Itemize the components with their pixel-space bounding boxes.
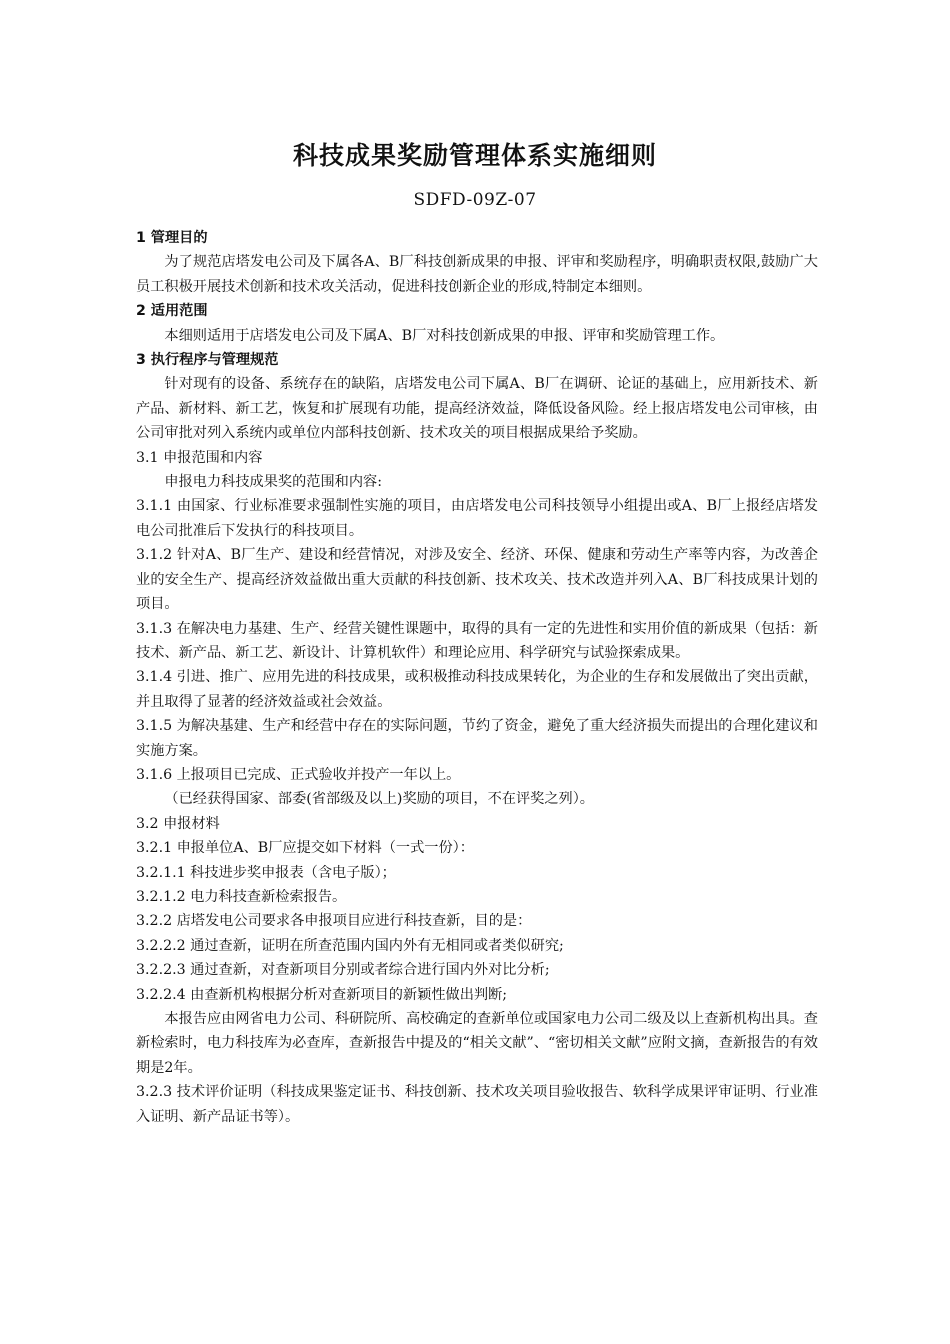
document-title: 科技成果奖励管理体系实施细则 (292, 141, 657, 170)
paragraph: 申报电力科技成果奖的范围和内容: (164, 474, 382, 491)
paragraph: 本细则适用于店塔发电公司及下属A、B厂对科技创新成果的申报、评审和奖励管理工作。 (164, 327, 725, 344)
clause: 3.2.1.2 电力科技查新检索报告。 (136, 888, 347, 905)
clause: 3.2.3 技术评价证明（科技成果鉴定证书、科技创新、技术攻关项目验收报告、软科学成果评审证明、行业准入证明、新产品证书等）。 (136, 1084, 818, 1125)
clause: 3.1.4 引进、推广、应用先进的科技成果，或积极推动科技成果转化，为企业的生存和发展做出了突出贡献，并且取得了显著的经济效益或社会效益。 (136, 669, 818, 710)
clause: 3.1.2 针对A、B厂生产、建设和经营情况，对涉及安全、经济、环保、健康和劳动生产率等内容，为改善企业的安全生产、提高经济效益做出重大贡献的科技创新、技术攻关、技术改造并列入A、B厂科技成果计划的项目。 (136, 547, 818, 613)
section-heading: 1 管理目的 (136, 230, 208, 246)
paragraph: （已经获得国家、部委(省部级及以上)奖励的项目，不在评奖之列）。 (164, 791, 594, 808)
section-heading: 2 适用范围 (136, 303, 208, 320)
clause: 3.2.1 申报单位A、B厂应提交如下材料（一式一份）： (136, 840, 474, 857)
clause: 3.1 申报范围和内容 (136, 449, 263, 466)
paragraph: 为了规范店塔发电公司及下属各A、B厂科技创新成果的申报、评审和奖励程序，明确职责权限,鼓励广大员工积极开展技术创新和技术攻关活动，促进科技创新企业的形成,特制定本细则。 (136, 254, 818, 295)
clause: 3.2.1.1 科技进步奖申报表（含电子版）； (136, 864, 396, 881)
clause: 3.2.2.4 由查新机构根据分析对查新项目的新颖性做出判断; (136, 986, 508, 1003)
clause: 3.2.2.2 通过查新，证明在所查范围内国内外有无相同或者类似研究; (136, 937, 564, 954)
clause: 3.2.2.3 通过查新，对查新项目分别或者综合进行国内外对比分析; (136, 962, 550, 979)
paragraph: 针对现有的设备、系统存在的缺陷，店塔发电公司下属A、B厂在调研、论证的基础上，应用新技术、新产品、新材料、新工艺，恢复和扩展现有功能，提高经济效益，降低设备风险。经上报店塔发电公司审核，由公司审批对列入系统内或单位内部科技创新、技术攻关的项目根据成果给予奖励。 (136, 376, 818, 442)
clause: 3.1.1 由国家、行业标准要求强制性实施的项目，由店塔发电公司科技领导小组提出或A、B厂上报经店塔发电公司批准后下发执行的科技项目。 (136, 498, 818, 539)
clause: 3.2 申报材料 (136, 815, 220, 832)
document-code: SDFD-09Z-07 (413, 190, 537, 210)
paragraph: 本报告应由网省电力公司、科研院所、高校确定的查新单位或国家电力公司二级及以上查新机构出具。查新检索时，电力科技库为必查库，查新报告中提及的“相关文献”、“密切相关文献”应附文摘，查新报告的有效期是2年。 (136, 1011, 818, 1076)
document-body (136, 226, 818, 1129)
clause: 3.1.3 在解决电力基建、生产、经营关键性课题中，取得的具有一定的先进性和实用价值的新成果（包括：新技术、新产品、新工艺、新设计、计算机软件）和理论应用、科学研究与试验探索成果。 (136, 620, 818, 661)
clause: 3.2.2 店塔发电公司要求各申报项目应进行科技查新，目的是： (136, 913, 532, 930)
clause: 3.1.6 上报项目已完成、正式验收并投产一年以上。 (136, 766, 461, 783)
clause: 3.1.5 为解决基建、生产和经营中存在的实际问题，节约了资金，避免了重大经济损失而提出的合理化建议和实施方案。 (136, 718, 818, 759)
section-heading: 3 执行程序与管理规范 (136, 352, 279, 369)
